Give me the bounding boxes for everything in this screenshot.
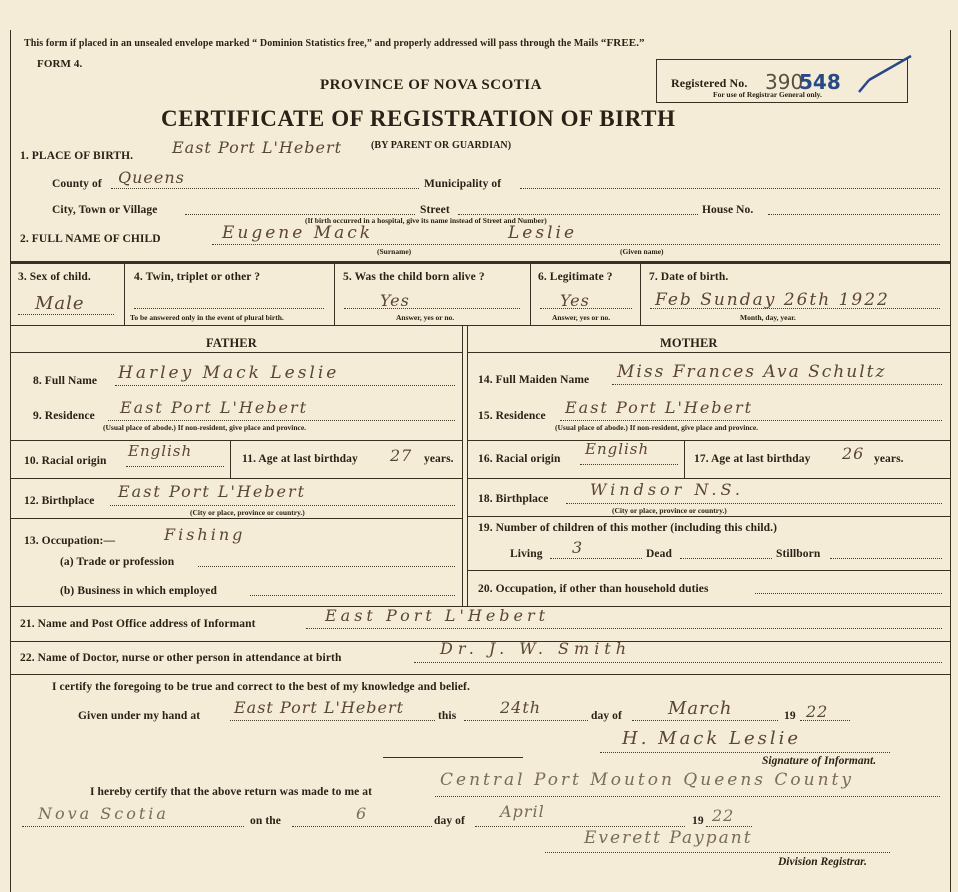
father-name-label: 8. Full Name [33, 375, 98, 387]
given-this-label: this [438, 710, 457, 722]
registrar-on-label: on the [250, 815, 281, 827]
doctor-value: Dr. J. W. Smith [440, 639, 632, 658]
father-occupation-value: Fishing [164, 525, 246, 544]
child-name-label: 2. FULL NAME OF CHILD [20, 233, 161, 245]
given-hand-label: Given under my hand at [78, 710, 201, 722]
mother-racial-value: English [585, 440, 650, 458]
alive-note: Answer, yes or no. [396, 313, 455, 322]
mother-children-label: 19. Number of children of this mother (including this child.) [478, 522, 778, 534]
doctor-label: 22. Name of Doctor, nurse or other person in attendance at birth [20, 652, 342, 664]
form-number: FORM 4. [37, 58, 83, 70]
mother-age-value: 26 [842, 444, 865, 463]
father-occupation-label: 13. Occupation:— [24, 535, 116, 547]
street-label: Street [420, 204, 450, 216]
alive-value: Yes [380, 291, 410, 310]
given-day-value: 24th [500, 698, 542, 717]
mother-city-note: (City or place, province or country.) [612, 506, 727, 515]
father-age-value: 27 [390, 446, 413, 465]
registrar-year-value: 22 [712, 806, 735, 825]
registrar-signature: Everett Paypant [584, 828, 753, 848]
given-note: (Given name) [620, 247, 664, 256]
certify-statement: I certify the foregoing to be true and correct to the best of my knowledge and belief. [52, 681, 470, 693]
mother-abode-note: (Usual place of abode.) If non-resident, give place and province. [555, 423, 759, 432]
informant-sig-label: Signature of Informant. [762, 755, 877, 767]
child-surname: Leslie [508, 223, 578, 243]
registrar-statement: I hereby certify that the above return was made to me at [90, 786, 373, 798]
registrar-place-value-2: Nova Scotia [38, 804, 169, 823]
father-city-note: (City or place, province or country.) [190, 508, 305, 517]
alive-label: 5. Was the child born alive ? [343, 271, 485, 283]
province-title: PROVINCE OF NOVA SCOTIA [320, 77, 542, 93]
registered-prefix: 390 [765, 70, 804, 94]
registrar-month-value: April [500, 802, 545, 821]
mother-living-label: Living [510, 548, 543, 560]
given-place-value: East Port L'Hebert [234, 698, 405, 717]
mother-residence-label: 15. Residence [478, 410, 546, 422]
right-border [950, 30, 951, 892]
mother-stillborn-label: Stillborn [776, 548, 821, 560]
registrar-note: For use of Registrar General only. [713, 90, 822, 99]
sex-label: 3. Sex of child. [18, 271, 91, 283]
mother-living-value: 3 [572, 538, 584, 557]
given-day-of: day of [591, 710, 622, 722]
father-birthplace-label: 12. Birthplace [24, 495, 95, 507]
mother-name-value: Miss Frances Ava Schultz [617, 362, 887, 382]
registrar-day-value: 6 [356, 804, 368, 823]
father-business-label: (b) Business in which employed [60, 585, 218, 597]
father-trade-label: (a) Trade or profession [60, 556, 175, 568]
registrar-sig-label: Division Registrar. [778, 856, 867, 868]
municipality-label: Municipality of [424, 178, 502, 190]
mother-dead-label: Dead [646, 548, 672, 560]
father-abode-note: (Usual place of abode.) If non-resident, give place and province. [103, 423, 307, 432]
mother-heading: MOTHER [660, 336, 718, 350]
mother-residence-value: East Port L'Hebert [565, 398, 754, 417]
county-value: Queens [118, 168, 185, 187]
city-label: City, Town or Village [52, 204, 158, 216]
given-year-prefix: 19 [784, 710, 796, 722]
registrar-day-of: day of [434, 815, 465, 827]
father-racial-value: English [128, 442, 193, 460]
legit-value: Yes [560, 291, 590, 310]
given-month-value: March [668, 698, 733, 719]
mail-notice: This form if placed in an unsealed envelope marked “ Dominion Statistics free,” and properly addressed will pass through the Mails “FREE.” [24, 37, 645, 49]
father-racial-label: 10. Racial origin [24, 455, 107, 467]
registrar-year-prefix: 19 [692, 815, 704, 827]
twin-label: 4. Twin, triplet or other ? [134, 271, 261, 283]
father-heading: FATHER [206, 336, 257, 350]
county-label: County of [52, 178, 102, 190]
informant-label: 21. Name and Post Office address of Informant [20, 618, 256, 630]
place-value: East Port L'Hebert [172, 138, 343, 157]
place-suffix: (BY PARENT OR GUARDIAN) [371, 140, 512, 151]
father-age-label: 11. Age at last birthday [242, 453, 358, 465]
child-given-name: Eugene Mack [222, 223, 374, 243]
legit-note: Answer, yes or no. [552, 313, 611, 322]
mother-age-years: years. [874, 453, 904, 465]
registered-label: Registered No. [671, 76, 748, 90]
father-age-years: years. [424, 453, 454, 465]
left-border [10, 30, 11, 892]
place-label: 1. PLACE OF BIRTH. [20, 150, 134, 162]
father-name-value: Harley Mack Leslie [118, 363, 340, 383]
date-value: Feb Sunday 26th 1922 [655, 290, 890, 310]
mother-age-label: 17. Age at last birthday [694, 453, 811, 465]
sex-value: Male [35, 293, 85, 314]
father-birthplace-value: East Port L'Hebert [118, 482, 307, 501]
blue-check-mark [855, 54, 917, 98]
informant-value: East Port L'Hebert [325, 606, 550, 625]
registered-number: 548 [799, 70, 841, 94]
certificate-title: CERTIFICATE OF REGISTRATION OF BIRTH [161, 106, 676, 131]
hospital-note: (If birth occurred in a hospital, give its name instead of Street and Number) [305, 216, 547, 225]
given-year-value: 22 [806, 702, 829, 721]
mother-birthplace-label: 18. Birthplace [478, 493, 549, 505]
mother-name-label: 14. Full Maiden Name [478, 374, 590, 386]
surname-note: (Surname) [377, 247, 412, 256]
mother-occupation-label: 20. Occupation, if other than household duties [478, 583, 709, 595]
twin-note: To be answered only in the event of plural birth. [130, 313, 284, 322]
date-note: Month, day, year. [740, 313, 796, 322]
father-residence-value: East Port L'Hebert [120, 398, 309, 417]
legit-label: 6. Legitimate ? [538, 271, 613, 283]
date-label: 7. Date of birth. [649, 271, 729, 283]
registrar-place-value: Central Port Mouton Queens County [440, 770, 854, 790]
mother-racial-label: 16. Racial origin [478, 453, 561, 465]
informant-signature: H. Mack Leslie [622, 728, 802, 749]
mother-birthplace-value: Windsor N.S. [590, 480, 744, 499]
registered-box [656, 59, 908, 103]
house-label: House No. [702, 204, 754, 216]
father-residence-label: 9. Residence [33, 410, 95, 422]
